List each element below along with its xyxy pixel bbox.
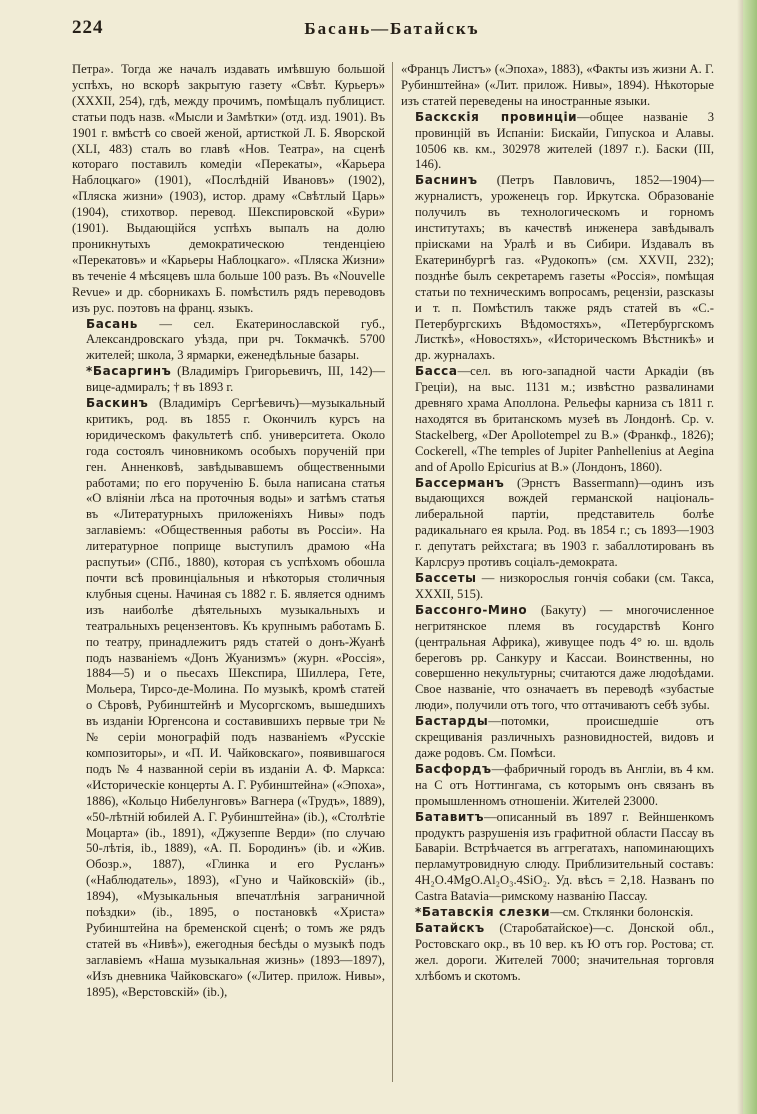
entry-text: Петра». Тогда же началъ издавать имѣвшую большой успѣхъ, но вскорѣ закрытую газету «Свѣт. Курьеръ» (XXXII, 254), гдѣ, между прочимъ, помѣщалъ публицист. статьи подъ назв. «Мысли и Замѣтки» (отд. изд. 1901). Въ 1901 г. вмѣстѣ со своей женой, артисткой Л. Б. Яворской (XLI, 483) сталъ во главѣ «Нов. Театра», на сценѣ котораго поставилъ комедіи «Перекаты», «Карьера Наблоцкаго» (1901), «Послѣдній Ивановъ» (1902), «Пляска жизни» (1903), истор. драму «Свѣтлый Царь» (1904), стихотвор. перевод. Шекспировской «Бури» (1901). Выдающійся успѣхъ выпалъ на долю проникнутыхъ демократическою тенденціею «Перекатовъ» и «Карьеры Наблоцкаго». «Пляска Жизни» въ теченіе 4 мѣсяцевъ шла больше 100 разъ. Въ «Nouvelle Revue» и др. сборникахъ Б. помѣстилъ рядъ переводовъ изъ рус. поэтовъ на франц. языкъ. bbox=[72, 62, 385, 315]
dictionary-entry bbox=[401, 110, 714, 174]
dictionary-entry bbox=[401, 476, 714, 571]
entry-text: (Владиміръ Сергѣевичъ)—музыкальный критикъ, род. въ 1855 г. Окончилъ курсъ на юридическомъ факультетѣ спб. университета. Около года состоялъ чиновникомъ особыхъ порученій при ген. Анненковѣ, завѣдывавшемъ общественными работами; по его порученію Б. была написана статья «О вліяніи лѣса на проточныя воды» и затѣмъ статья въ «Литературныхъ приложеніяхъ Нивы» подъ заглавіемъ: «Общественныя работы въ Россіи». На литературное поприще выступилъ драмою «На распутьи» (СПб., 1880), которая съ успѣхомъ обошла почти всѣ провинціальныя и нѣкоторыя столичныя клубныя сцены. Начиная съ 1882 г. Б. является однимъ изъ наиболѣе дѣятельныхъ музыкальныхъ и театральныхъ рецензентовъ. Къ крупнымъ работамъ Б. по театру, принадлежитъ рядъ статей о донъ-Жуанѣ подъ названіемъ «Донъ Жуанизмъ» (журн. «Россія», 1884—5) и о пьесахъ Шекспира, Шиллера, Гете, Мольера, Тирсо-де-Молина. По музыкѣ, кромѣ статей о Сѣровѣ, Рубинштейнѣ и Мусоргскомъ, вышедшихъ въ изданіи Юргенсона и составившихъ первые три №№ серіи монографій подъ названіемъ «Русскіе композиторы», и «П. И. Чайковскаго», появившагося подъ № 4 названной серіи въ изданіи А. Ф. Маркса: «Историческіе концерты А. Г. Рубинштейна» («Эпоха», 1886), «Кольцо Нибелунговъ» Вагнера («Трудъ», 1889), «50-лѣтній юбилей А. Г. Рубинштейна» (ib.), «Столѣтіе Моцарта» (ib., 1891), «Джузеппе Верди» (по случаю 50-лѣтія, ib., 1889), «А. П. Бородинъ» (ib. и «Жив. Обозр.», 1887), «Глинка и его Русланъ» («Наблюдатель», 1893), «Гуно и Чайковскій» (ib., 1894), «Музыкальныя впечатлѣнія заграничной поѣздки» (ib., 1895, о постановкѣ «Христа» Рубинштейна на бременской сценѣ; о томъ же рядъ статей въ «Нивѣ»), ежегодныя бесѣды о музыкѣ подъ заглавіемъ «Наша музыкальная жизнь» (1893—1897), «Изъ дневника Чайковскаго» («Литер. прилож. Нивы», 1895), «Верстовскій» (ib.), bbox=[86, 396, 385, 999]
entry-headword: Басфордъ bbox=[415, 761, 492, 776]
continued-text bbox=[401, 62, 714, 110]
entry-headword: *Батавскія слезки bbox=[415, 905, 551, 920]
column-divider bbox=[392, 62, 393, 1082]
entry-headword: Бассерманъ bbox=[415, 475, 505, 490]
dictionary-entry bbox=[401, 603, 714, 714]
entry-headword: Баскскія провинціи bbox=[415, 109, 578, 124]
entry-text: —фабричный городъ въ Англіи, въ 4 км. на С отъ Ноттингама, съ которымъ онъ связанъ въ промышленномъ отношеніи. Жителей 23000. bbox=[415, 761, 714, 808]
text-columns bbox=[72, 62, 714, 1102]
continued-text bbox=[72, 62, 385, 317]
entry-text: (Владиміръ Григорьевичъ, III, 142)—вице-адмиралъ; † въ 1893 г. bbox=[86, 364, 385, 395]
page-edge bbox=[743, 0, 757, 1114]
entry-text: —сел. въ юго-западной части Аркадіи (въ Греціи), на выс. 1131 м.; извѣстно развалинами древняго храма Аполлона. Рельефы карниза съ 1811 г. находятся въ британскомъ музеѣ въ Лондонѣ. Ср. v. Stackelberg, «Der Apollotempel zu B.» (Франкф., 1826); Cockerell, «The temples of Jupiter Panhellenius at Aegina and of Apollo Epicurius at B.» (Лондонъ, 1860). bbox=[415, 364, 714, 474]
entry-text: —потомки, происшедшіе отъ скрещиванія различныхъ разновидностей, видовъ и даже родовъ. См. Помѣси. bbox=[415, 714, 714, 760]
entry-text: —см. Стклянки болонскія. bbox=[550, 905, 694, 920]
dictionary-entry bbox=[72, 317, 385, 365]
dictionary-entry bbox=[401, 762, 714, 810]
entry-headword: Басань bbox=[86, 316, 138, 331]
entry-headword: Баскинъ bbox=[86, 396, 149, 411]
entry-headword: Басса bbox=[415, 364, 458, 379]
entry-text: —общее названіе 3 провинцій въ Испаніи: Бискайи, Гипускоа и Алавы. 10506 кв. км., 302978 жителей (1897 г.). Баски (III, 146). bbox=[415, 109, 714, 172]
page-header bbox=[72, 17, 712, 47]
dictionary-entry bbox=[401, 921, 714, 985]
entry-text: (Старобатайское)—с. Донской обл., Ростовскаго окр., въ 10 вер. къ Ю отъ гор. Ростова; ст. жел. дороги. Жителей 7000; значительная торговля хлѣбомъ и скотомъ. bbox=[415, 920, 714, 983]
dictionary-entry bbox=[401, 364, 714, 475]
dictionary-entry bbox=[401, 571, 714, 603]
entry-text: (Бакуту) — многочисленное негритянское племя въ государствѣ Конго (центральная Африка), живущее подъ 4° ю. ш. вдоль береговъ рр. Санкуру и Кассаи. Воинственны, но совершенно некультурны; считаются даже людоѣдами. Свое названіе, что означаетъ въ переводѣ «зубастые люди», получили отъ того, что оттачиваютъ себѣ зубы. bbox=[415, 602, 714, 713]
entry-headword: Батайскъ bbox=[415, 920, 485, 935]
entry-headword: Бассеты bbox=[415, 571, 477, 585]
entry-text: —описанный въ 1897 г. Вейншенкомъ продуктъ разрушенія изъ графитной области Пассау въ Баваріи. Встрѣчается въ аггрегатахъ, напоминающихъ перламутровидную слюду. Приблизительный составъ: 4H₂O.4MgO.Al₂O₃.4SiO₂. Уд. вѣсъ = 2,18. Названъ по Castra Batavia—римскому названію Пассау. bbox=[415, 809, 714, 904]
dictionary-entry bbox=[72, 364, 385, 396]
entry-headword: *Басаргинъ bbox=[86, 364, 172, 379]
entry-text: — сел. Екатеринославской губ., Александровскаго уѣзда, при рч. Токмачкѣ. 5700 жителей; школа, 3 ярмарки, еженедѣльные базары. bbox=[86, 316, 385, 363]
running-head: Басань—Батайскъ bbox=[304, 19, 480, 38]
dictionary-entry bbox=[401, 173, 714, 364]
entry-text: (Эрнстъ Bassermann)—одинъ изъ выдающихся вождей германской національ-либеральной партіи, представитель болѣе радикальнаго ея крыла. Род. въ 1854 г.; съ 1893—1903 г. депутатъ рейхстага; въ 1903 г. забаллотированъ въ Карлсруэ противъ соціалъ-демократа. bbox=[415, 475, 714, 570]
entry-headword: Бассонго-Мино bbox=[415, 602, 528, 617]
dictionary-entry bbox=[401, 714, 714, 762]
entry-headword: Батавитъ bbox=[415, 809, 485, 824]
entry-headword: Баснинъ bbox=[415, 173, 478, 188]
dictionary-entry bbox=[401, 810, 714, 905]
entry-headword: Бастарды bbox=[415, 714, 489, 729]
right-column bbox=[401, 62, 714, 985]
entry-text: — низкорослыя гончія собаки (см. Такса, XXXII, 515). bbox=[415, 571, 714, 601]
dictionary-entry bbox=[401, 905, 714, 921]
entry-text: (Петръ Павловичъ, 1852—1904)—журналистъ, уроженецъ гор. Иркутска. Образованіе получилъ въ технологическомъ и горномъ институтахъ; въ качествѣ инженера завѣдывалъ пріисками на Уралѣ и въ Сибири. Издавалъ въ Екатеринбургѣ газ. «Рудокопъ» (см. XXVII, 232); позднѣе былъ секретаремъ газеты «Россія», помѣщая статьи по техническимъ вопросамъ, рецензіи, разсказы и т. п. Помѣстилъ также рядъ статей въ «С.-Петербургскихъ Вѣдомостяхъ», «Петербургскомъ Листкѣ», «Новостяхъ», «Историческомъ Вѣстникѣ» и др. журналахъ. bbox=[415, 173, 714, 363]
entry-text: «Францъ Листъ» («Эпоха», 1883), «Факты изъ жизни А. Г. Рубинштейна» («Лит. прилож. Нивы», 1894). Нѣкоторые изъ статей переведены на иностранные языки. bbox=[401, 62, 714, 108]
dictionary-entry bbox=[72, 396, 385, 1000]
left-column bbox=[72, 62, 385, 1000]
page-number: 224 bbox=[72, 17, 104, 38]
